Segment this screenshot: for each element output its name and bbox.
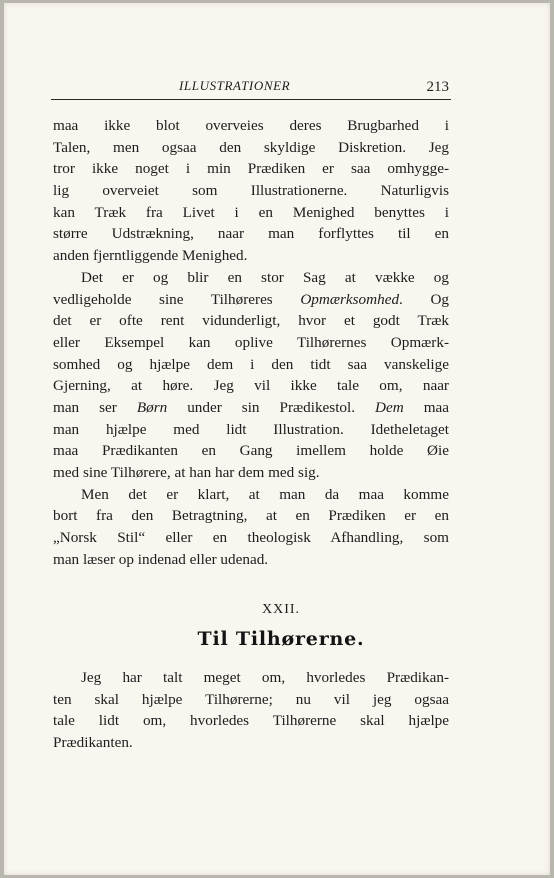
text-line: Prædikanten.: [53, 734, 133, 752]
text-line: anden fjerntliggende Menighed.: [53, 247, 248, 265]
text-line: maa ikke blot overveies deres Brugbarhed i: [53, 117, 449, 134]
page-number: 213: [426, 79, 449, 95]
paragraph: [53, 267, 449, 484]
text-line: kan Træk fra Livet i en Menighed benyttes i: [53, 203, 449, 221]
text-line: med sine Tilhørere, at han har dem med sig.: [53, 464, 320, 481]
paragraph: [53, 484, 449, 571]
text-line: bort fra den Betragtning, at en Prædiken er en: [53, 507, 449, 525]
text-line: større Udstrækning, naar man forflyttes til en: [53, 225, 449, 243]
text-line: tale lidt om, hvorledes Tilhørerne skal hjælpe: [53, 712, 449, 730]
chapter-number: XXII.: [261, 602, 301, 617]
text-line: somhed og hjælpe dem i den tidt saa vanskelige: [53, 355, 449, 373]
main-text: [53, 115, 449, 570]
text-line: Jeg har talt meget om, hvorledes Prædikan-: [81, 669, 449, 686]
text-line: ten skal hjælpe Tilhørerne; nu vil jeg ogsaa: [53, 690, 449, 708]
book-page: [4, 3, 550, 875]
text-line: Gjerning, at høre. Jeg vil ikke tale om, naar: [53, 377, 449, 395]
paragraph: [53, 667, 449, 754]
text-line: lig overveiet som Illustrationerne. Naturligvis: [53, 182, 449, 200]
running-header: [51, 75, 451, 100]
chapter-text: [53, 667, 449, 754]
text-line: tror ikke noget i min Prædiken er saa omhygge-: [53, 160, 449, 178]
text-line: Talen, men ogsaa den skyldige Diskretion. Jeg: [53, 138, 449, 156]
text-line: maa Prædikanten en Gang imellem holde Øie: [53, 442, 449, 460]
text-line: det er ofte rent vidunderligt, hvor et godt Træk: [53, 312, 449, 330]
text-line: man ser Børn under sin Prædikestol. Dem maa: [53, 398, 450, 416]
paragraph: [53, 115, 449, 267]
text-line: man hjælpe med lidt Illustration. Idetheletaget: [53, 420, 449, 438]
text-line: vedligeholde sine Tilhøreres Opmærksomhed. Og: [53, 290, 450, 308]
text-line: man læser op indenad eller udenad.: [53, 550, 269, 568]
text-line: eller Eksempel kan oplive Tilhørernes Opmærk-: [53, 333, 449, 351]
text-line: Men det er klart, at man da maa komme: [81, 485, 449, 503]
text-line: „Norsk Stil“ eller en theologisk Afhandling, som: [53, 529, 449, 547]
chapter-title: Til Tilhørerne.: [197, 628, 365, 650]
running-title: ILLUSTRATIONER: [179, 78, 291, 93]
text-line: Det er og blir en stor Sag at vække og: [81, 268, 449, 286]
